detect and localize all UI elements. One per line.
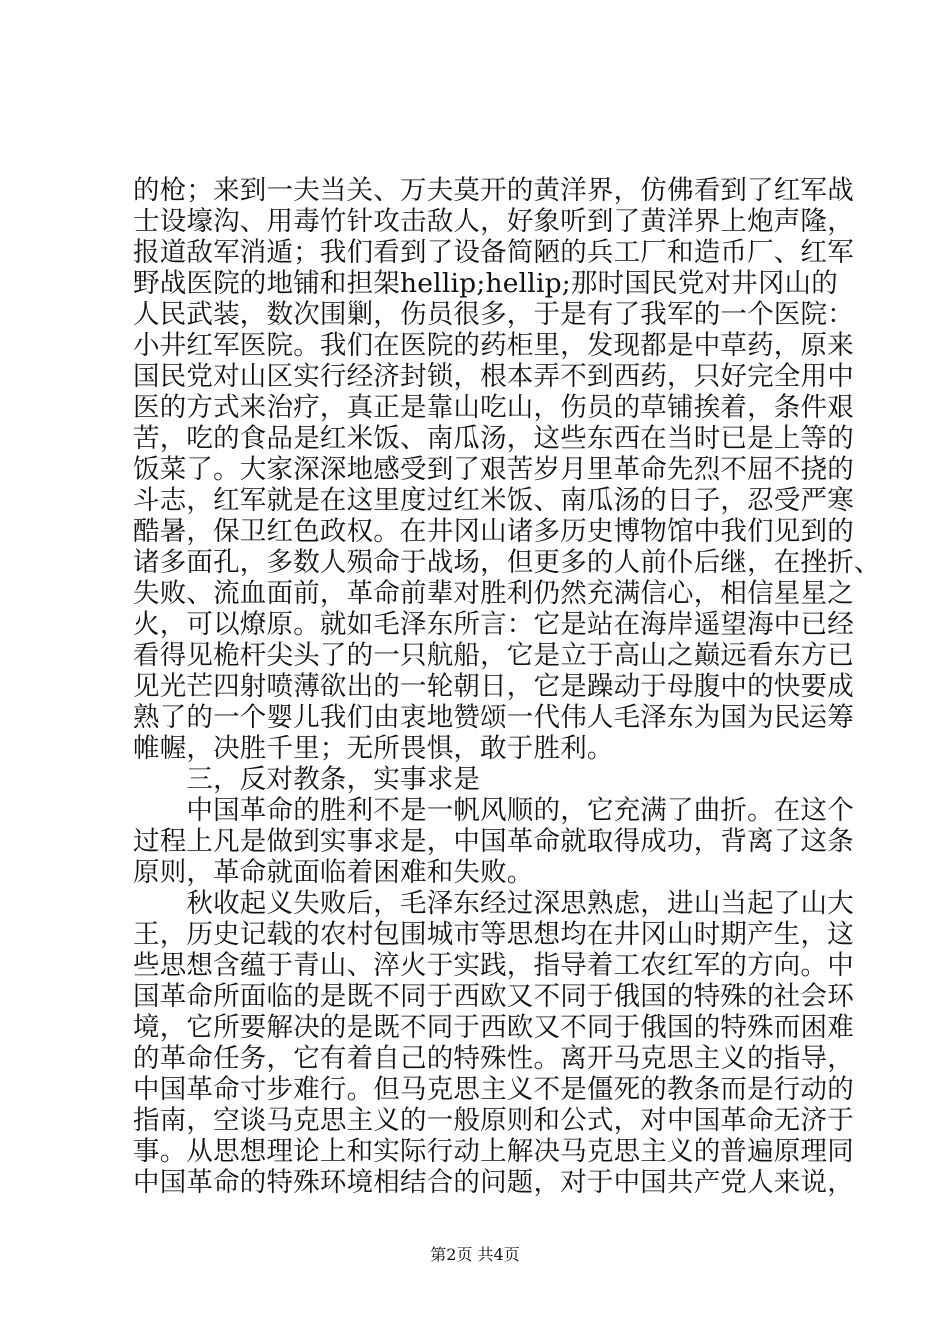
text-line: 饭菜了。大家深深地感受到了艰苦岁月里革命先烈不屈不挠的 (133, 454, 854, 485)
text-line: 火，可以燎原。就如毛泽东所言：它是站在海岸遥望海中已经 (133, 609, 854, 640)
text-line: 王，历史记载的农村包围城市等思想均在井冈山时期产生，这 (133, 919, 854, 950)
text-line: 报道敌军消遁；我们看到了设备简陋的兵工厂和造币厂、红军 (133, 237, 854, 268)
text-line: 医的方式来治疗，真正是靠山吃山，伤员的草铺挨着，条件艰 (133, 392, 854, 423)
text-line: 过程上凡是做到实事求是，中国革命就取得成功，背离了这条 (133, 826, 854, 857)
text-line: 苦，吃的食品是红米饭、南瓜汤，这些东西在当时已是上等的 (133, 423, 854, 454)
text-line: 士设壕沟、用毒竹针攻击敌人，好象听到了黄洋界上炮声隆， (133, 206, 854, 237)
text-line: 失败、流血面前，革命前辈对胜利仍然充满信心，相信星星之 (133, 578, 854, 609)
text-line: 诸多面孔，多数人殒命于战场，但更多的人前仆后继，在挫折、 (133, 547, 881, 578)
text-line: 国革命所面临的是既不同于西欧又不同于俄国的特殊的社会环 (133, 981, 854, 1012)
text-line: 熟了的一个婴儿我们由衷地赞颂一代伟人毛泽东为国为民运筹 (133, 702, 854, 733)
text-line: 斗志，红军就是在这里度过红米饭、南瓜汤的日子，忍受严寒 (133, 485, 854, 516)
text-line: 原则，革命就面临着困难和失败。 (133, 857, 534, 888)
text-line: 的枪；来到一夫当关、万夫莫开的黄洋界，仿佛看到了红军战 (133, 175, 854, 206)
text-line: 些思想含蕴于青山、淬火于实践，指导着工农红军的方向。中 (133, 950, 854, 981)
text-line: 酷暑，保卫红色政权。在井冈山诸多历史博物馆中我们见到的 (133, 516, 854, 547)
text-line: 中国革命的胜利不是一帆风顺的，它充满了曲折。在这个 (133, 795, 854, 826)
text-line: 指南，空谈马克思主义的一般原则和公式，对中国革命无济于 (133, 1105, 854, 1136)
text-line: 见光芒四射喷薄欲出的一轮朝日，它是躁动于母腹中的快要成 (133, 671, 854, 702)
text-line: 的革命任务，它有着自己的特殊性。离开马克思主义的指导， (133, 1043, 854, 1074)
page-footer (0, 1245, 950, 1265)
text-line: 中国革命寸步难行。但马克思主义不是僵死的教条而是行动的 (133, 1074, 854, 1105)
text-line: 境，它所要解决的是既不同于西欧又不同于俄国的特殊而困难 (133, 1012, 854, 1043)
text-line: 事。从思想理论上和实际行动上解决马克思主义的普遍原理同 (133, 1136, 854, 1167)
text-line: 看得见桅杆尖头了的一只航船，它是立于高山之巅远看东方已 (133, 640, 854, 671)
page-number: 第2页 共4页 (430, 1245, 520, 1264)
text-line: 秋收起义失败后，毛泽东经过深思熟虑，进山当起了山大 (133, 888, 854, 919)
text-line: 帷幄，决胜千里；无所畏惧，敢于胜利。 (133, 733, 614, 764)
text-line: 野战医院的地铺和担架hellip;hellip;那时国民党对井冈山的 (133, 268, 838, 299)
section-heading: 三，反对教条，实事求是 (133, 764, 481, 795)
text-line: 中国革命的特殊环境相结合的问题，对于中国共产党人来说， (133, 1167, 854, 1198)
text-line: 人民武装，数次围剿，伤员很多，于是有了我军的一个医院： (133, 299, 854, 330)
text-line: 小井红军医院。我们在医院的药柜里，发现都是中草药，原来 (133, 330, 854, 361)
text-line: 国民党对山区实行经济封锁，根本弄不到西药，只好完全用中 (133, 361, 854, 392)
